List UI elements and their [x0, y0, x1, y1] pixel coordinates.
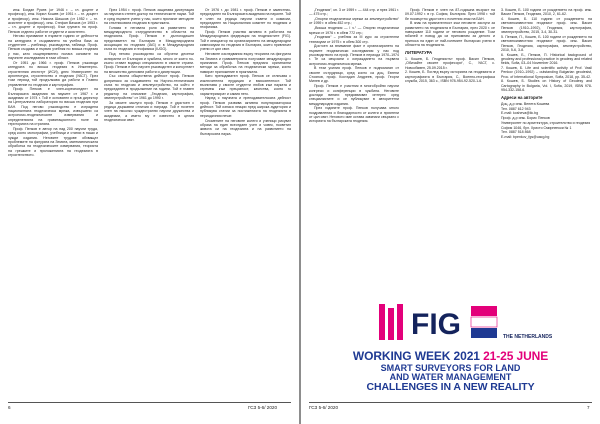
paragraph: В тези усилия проф. Пенков е подпомаган от своите сътрудници, сред които са доц. Евгени Стоянов, проф. Костадин Андреев, проф. Георги Милев и др.	[309, 66, 399, 84]
paragraph: Проф. Пенков е автор на над 200 научни труда, сред които монографии, учебници и статии в наши и чужди издания. Неговите трудове обхващат проблемите на фигурата на Земята, математическата обработка на геодезическите измервания, теорията на грешките и приложенията на геодезията в строителството.	[8, 126, 98, 157]
paragraph: Достоен за внимание факт е организирането на първите геодезически изследвания у нас под ръководството на проф. Пенков в периода 1970–1974 г. Те са свързани с изграждането на първата астрономо-геодезическа мрежа.	[309, 44, 399, 66]
fig-logo-graphic	[309, 300, 592, 346]
paragraph: E-mail: kosheva@ilc.bg	[501, 111, 539, 116]
paragraph: 8. Кошев, Б. Studies on History of Geodesy and Cartography in Bulgaria, Vol. I, Sofia, 2019, ISBN 978-954-332-158-6.	[501, 79, 592, 93]
paragraph: 5. Пенков, П., Кошев, Б. 100 години от рождението на световноизвестния геодезист проф. инж. Васил Пенков, Геодезия, картография, землеустройство, 2010, 5-6, 3-8.	[501, 34, 592, 52]
paragraph: Със своята обществена дейност проф. Пенков допринася за създаването на Научно-техническия съюз по геодезия и землеустройство, на който е председател в продължение на години. Той е главен редактор на списание „Геодезия, картография, землеустройство“ от 1961 до 1990 г.	[104, 74, 194, 101]
references-heading: ЛИТЕРАТУРА	[405, 50, 433, 56]
paragraph: Проф. Пенков е член на 87-годишна възраст на 09.07.1992 г. в гр. София, България. През 1998 г. той бе посмъртно удостоен с почетния знак на БАН.	[405, 8, 495, 21]
footer-rule	[309, 402, 592, 403]
paragraph: От 1976 г. до 1981 г. проф. Пенков е заместник-председател на Българската академия на науките. Той е член на редица научни съвети и комисии, председател на Националния комитет по геодезия и геофизика.	[200, 8, 291, 30]
paragraph: Проф. Пенков участва активно в работата на Международната федерация на геодезистите (FIG). Той е инициатор на организирането на международни симпозиуми по геодезия в България, които привличат учени от цял свят.	[200, 30, 291, 52]
banner-subtitle-1: SMART SURVEYORS FOR LAND	[380, 363, 521, 373]
authors-heading: Адреси на авторите	[501, 95, 543, 101]
paragraph: Голяма е неговата роля за развитието на международното сътрудничество в областта на геодезията. Проф. Пенков е дългогодишен представител на България в Международната асоциация по геодезия (IAG) и в Международния съюз по геодезия и геофизика (IUGG).	[104, 25, 194, 52]
page-number: 6	[8, 405, 11, 410]
left-column-3	[200, 8, 291, 400]
fig-logo-text: FIG	[411, 308, 461, 341]
paragraph: 3. Кошев, Б. 100 години от рождението на проф. инж. Васил Пенков, Геодезия, 2010, 2, 61-62.	[501, 8, 592, 17]
paragraph: 6. Кошев, Б., Пенков, П. Historical background of geodesy and professional practice in geodesy and related fields, Sofia, 03–04 November 2016.	[501, 52, 592, 66]
paragraph: „Геодезия“, кн. 3 от 1959 г. — 444 стр. и през 1961 г. — 475 стр.;	[309, 8, 399, 17]
right-column-3	[501, 8, 592, 296]
paragraph: Неговите изследвания върху теорията на фигурата на Земята и гравиметрията получават международно признание. Проф. Пенков предлага оригинални методи за обработка на геодезически мрежи, които намират приложение в практиката.	[200, 52, 291, 74]
paragraph: Наред с научната и преподавателската дейност проф. Пенков развива активна популяризаторска дейност. Той изнася лекции пред широка аудитория и публикува статии за постиженията на геодезията в периодичния печат.	[200, 96, 291, 118]
paragraph: От 1951 до 1966 г. проф. Пенков ръководи катедрата по висша геодезия в Инженерно-строителния институт (ИСИ), днес Университет по архитектура, строителство и геодезия (УАСГ). През този период той продължава да работи в Главно управление по геодезия и картография.	[8, 60, 98, 87]
paragraph: E-mail: bpenkov_fgs@uacg.bg	[501, 135, 550, 140]
left-column-1	[8, 8, 98, 400]
paragraph: 1. Кошев, Б. Геодезистът проф. Васил Пенков, „Обичайте своите професори“, С., УАСГ, с. Новообявен, 25.09.2015 г.	[405, 56, 495, 70]
paragraph: Негово призвание в първите години от дейността на катедрата е създаването на учебна база за студентите – учебници, ръководства, таблици. Проф. Пенков създава и първия учебник по висша геодезия у нас, като същевременно полага основите на научните изследвания в тази област.	[8, 34, 98, 61]
banner-title: WORKING WEEK 2021 21-25 JUNE	[352, 349, 549, 363]
paragraph: 2. Кошев, Б. Поглед върху историята на геодезията и картографията в България, С., Военно-географска служба, 2015, 363 с., ISBN 978-954-92-520-1-6.	[405, 70, 495, 84]
left-column-2	[104, 8, 194, 400]
paragraph: Като преподавател проф. Пенков се отличава с изключителна ерудиция и взискателност. Той възпитава у своите студенти любов към науката и стремеж към прецизност, качества, които го характеризират и самия него.	[200, 74, 291, 96]
paragraph: Тел. 0887 518 868	[501, 130, 531, 135]
paragraph: инж. Богдан Русев (от 1946 г. – гл. доцент и професор), инж. Кирил Кошев (от 1951 г. – гл. доцент и професор), инж. Никола Шишков (от 1952 г. – гл. асистент и професор), инж. Стефан Вачков (от 1953 г. – гл. доцент и професор). Към групата на проф. Пенков отделно работят студенти и асистенти.	[8, 8, 98, 34]
issue-label: ГСЗ 5-6/ 2020	[248, 405, 278, 410]
paragraph: 4. Кошев, Б. 110 години от рождението на световноизвестния геодезист проф. инж. Васил Пенков (1910–1992), Геодезия, картография, землеустройство, 2015, 3-4, 30-31.	[501, 17, 592, 35]
paragraph: Тел. 0887 612 943	[501, 106, 531, 111]
right-column-2	[405, 8, 495, 296]
paragraph: „Геодезия“ – учебник за III курс за строителни техникуми от 1975 г. в обем 300 стр.	[309, 35, 399, 44]
paragraph: През 1954 г. проф. Пенков защитава дисертация за научната степен доктор на техническите науки. Той е сред първите учени у нас, които прилагат методите на спътниковата геодезия в практиката.	[104, 8, 194, 26]
paragraph: В знак на признателност към неговите заслуги за развитието на геодезията в България, през 2020 г. се навършват 110 години от неговото рождение. Този юбилей е повод да си припомним за делото и приноса на един от най-големите български учени в областта на геодезията.	[405, 21, 495, 48]
page-number: 7	[587, 405, 590, 410]
paragraph: София 1046, бул. Христо Смирненски № 1	[501, 125, 572, 130]
paragraph: Проф. Пенков е член-кореспондент на Българската академия на науките от 1967 г. и академик от 1974 г. Той е основател и пръв директор на Централната лаборатория по висша геодезия при БАН. Под негово ръководство е изградена националната геодезическа мрежа, извършени са астрономо-геодезическите измервания и определенията на гравитационното поле на територията на страната.	[8, 87, 98, 127]
issue-label: ГСЗ 5-6/ 2020	[309, 405, 339, 410]
paragraph: За своите заслуги проф. Пенков е удостоен с редица държавни отличия и награди. Той е почетен член на няколко чуждестранни научни дружества и академии, а името му е известно в целия геодезически свят.	[104, 100, 194, 123]
banner-subtitle-2: AND WATER MANAGEMENT	[389, 372, 512, 382]
paragraph: 7. Кошев, Б. Life and scientific activity of Prof. Vasil Penkov (1910–1992) – outstanding Bulgarian geodesist, Proc. of International Symposium, Sofia, 2018, pp. 35-42.	[501, 66, 592, 79]
paragraph: „Опорни геодезически мрежи за землеустройство“ от 1959 г. в обем 452 стр.;	[309, 17, 399, 26]
right-page	[301, 0, 600, 424]
footer-rule	[8, 402, 291, 403]
paragraph: Доц. д-р инж. Венета Кошева	[501, 101, 550, 106]
paragraph: „Висша геодезия — I ч.“ — Опорни геодезически мрежи от 1976 г. в обем 772 стр.;	[309, 26, 399, 35]
paragraph: Спомените на неговите колеги и ученици рисуват образа на един всеотдаен учен и човек, посветил живота си на геодезията и на развитието на българската наука.	[200, 118, 291, 136]
paragraph: През годините проф. Пенков получава много поздравления и благодарности от колеги и приятели от цял свят. Неговото име остава завинаги свързано с историята на българската геодезия.	[309, 106, 399, 124]
paragraph: Под негово ръководство са обучени десетки аспиранти от България и чужбина, много от които по-късно стават водещи специалисти в своите страни. Проф. Пенков е бил научен ръководител и консултант на множество дипломни работи и дисертации.	[104, 52, 194, 74]
banner-slogan: CHALLENGES IN A NEW REALITY	[366, 381, 535, 393]
left-page	[0, 0, 299, 424]
paragraph: Проф. д-р инж. Борис Пенков	[501, 116, 550, 121]
paragraph: Проф. Пенков е участник в многобройни научни конгреси и конференции в чужбина. Неговите доклади винаги предизвикват интерес сред специалистите и се публикуват в авторитетни международни издания.	[309, 84, 399, 106]
fig-logo-subtitle: THE NETHERLANDS	[503, 334, 553, 340]
paragraph: Университет по архитектура, строителство и геодезия	[501, 120, 591, 125]
fig-working-week-banner	[309, 300, 592, 392]
